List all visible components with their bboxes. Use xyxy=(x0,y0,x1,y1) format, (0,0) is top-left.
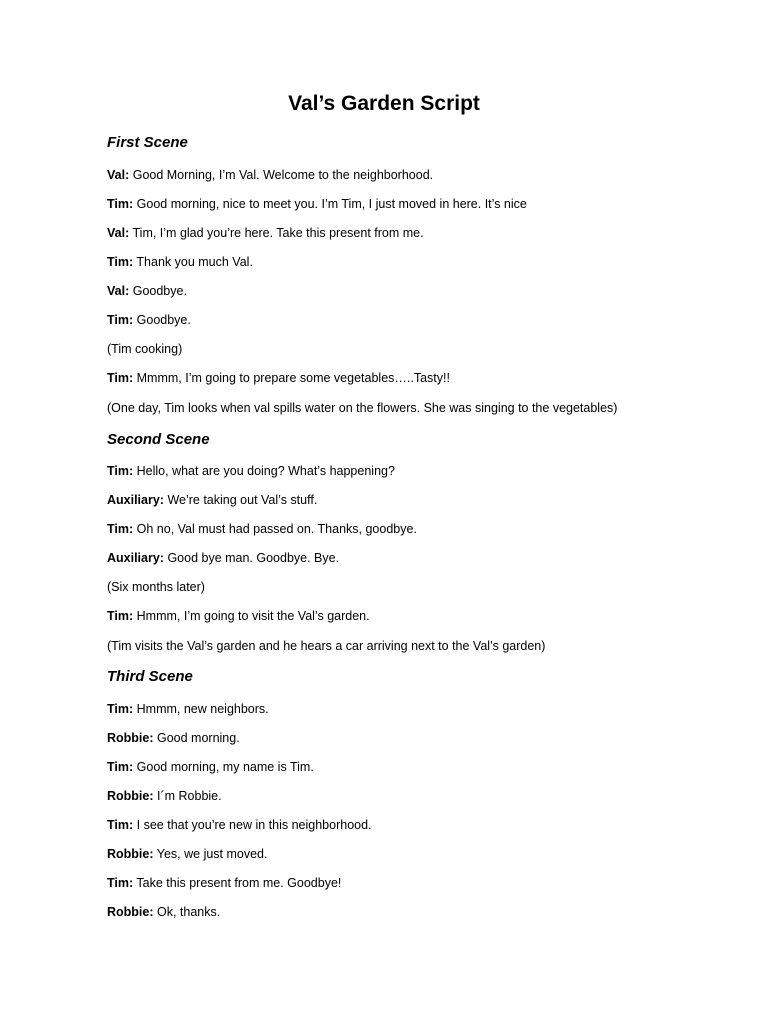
speaker-name: Tim: xyxy=(107,876,134,890)
script-line xyxy=(107,521,417,537)
speaker-name: Auxiliary: xyxy=(107,493,164,507)
script-line xyxy=(107,817,372,833)
speaker-name: Val: xyxy=(107,168,130,182)
script-line xyxy=(107,492,317,508)
script-line xyxy=(107,846,267,862)
script-line xyxy=(107,283,187,299)
dialogue-text: Mmmm, I’m going to prepare some vegetables…..Tasty!! xyxy=(133,371,450,385)
dialogue-text: Thank you much Val. xyxy=(133,255,253,269)
dialogue-text: Good bye man. Goodbye. Bye. xyxy=(163,551,340,565)
script-line xyxy=(107,550,339,566)
speaker-name: Tim: xyxy=(107,464,134,478)
dialogue-text: Tim, I’m glad you’re here. Take this present from me. xyxy=(129,226,424,240)
direction-text: (One day, Tim looks when val spills water on the flowers. She was singing to the vegetables) xyxy=(107,401,618,415)
speaker-name: Tim: xyxy=(107,197,134,211)
dialogue-text: Hmmm, I’m going to visit the Val’s garden. xyxy=(133,609,370,623)
speaker-name: Tim: xyxy=(107,609,134,623)
script-line xyxy=(107,759,314,775)
dialogue-text: We’re taking out Val’s stuff. xyxy=(163,493,318,507)
script-line xyxy=(107,788,222,804)
script-line xyxy=(107,701,269,717)
script-line xyxy=(107,225,424,241)
dialogue-text: Hmmm, new neighbors. xyxy=(133,702,269,716)
speaker-name: Tim: xyxy=(107,255,134,269)
dialogue-text: Hello, what are you doing? What’s happening? xyxy=(133,464,395,478)
dialogue-text: Goodbye. xyxy=(129,284,187,298)
dialogue-text: Good morning, nice to meet you. I’m Tim, I just moved in here. It’s nice xyxy=(133,197,527,211)
direction-text: (Tim visits the Val’s garden and he hears a car arriving next to the Val’s garden) xyxy=(107,639,546,653)
dialogue-text: I´m Robbie. xyxy=(153,789,222,803)
dialogue-text: Good morning. xyxy=(153,731,240,745)
direction-text: (Tim cooking) xyxy=(107,342,183,356)
stage-direction xyxy=(107,341,182,357)
speaker-name: Auxiliary: xyxy=(107,551,164,565)
script-line xyxy=(107,167,433,183)
script-line xyxy=(107,254,253,270)
speaker-name: Robbie: xyxy=(107,847,154,861)
dialogue-text: Take this present from me. Goodbye! xyxy=(133,876,342,890)
dialogue-text: Good morning, my name is Tim. xyxy=(133,760,314,774)
script-line xyxy=(107,904,220,920)
speaker-name: Tim: xyxy=(107,702,134,716)
speaker-name: Tim: xyxy=(107,522,134,536)
stage-direction xyxy=(107,400,617,416)
speaker-name: Tim: xyxy=(107,313,134,327)
scene-heading-third: Third Scene xyxy=(107,668,193,685)
speaker-name: Val: xyxy=(107,226,130,240)
script-line xyxy=(107,730,240,746)
scene-heading-first: First Scene xyxy=(107,134,188,151)
script-line xyxy=(107,608,370,624)
page-title: Val’s Garden Script xyxy=(288,92,480,115)
stage-direction xyxy=(107,638,545,654)
script-line xyxy=(107,370,450,386)
speaker-name: Tim: xyxy=(107,818,134,832)
speaker-name: Robbie: xyxy=(107,731,154,745)
scene-heading-second: Second Scene xyxy=(107,431,210,448)
script-line xyxy=(107,463,395,479)
dialogue-text: Goodbye. xyxy=(133,313,191,327)
speaker-name: Tim: xyxy=(107,371,134,385)
dialogue-text: I see that you’re new in this neighborhood. xyxy=(133,818,372,832)
script-line xyxy=(107,875,341,891)
dialogue-text: Ok, thanks. xyxy=(153,905,221,919)
direction-text: (Six months later) xyxy=(107,580,205,594)
dialogue-text: Oh no, Val must had passed on. Thanks, goodbye. xyxy=(133,522,417,536)
script-line xyxy=(107,196,527,212)
speaker-name: Tim: xyxy=(107,760,134,774)
dialogue-text: Good Morning, I’m Val. Welcome to the neighborhood. xyxy=(129,168,434,182)
speaker-name: Robbie: xyxy=(107,789,154,803)
dialogue-text: Yes, we just moved. xyxy=(153,847,268,861)
stage-direction xyxy=(107,579,205,595)
script-line xyxy=(107,312,191,328)
speaker-name: Val: xyxy=(107,284,130,298)
speaker-name: Robbie: xyxy=(107,905,154,919)
